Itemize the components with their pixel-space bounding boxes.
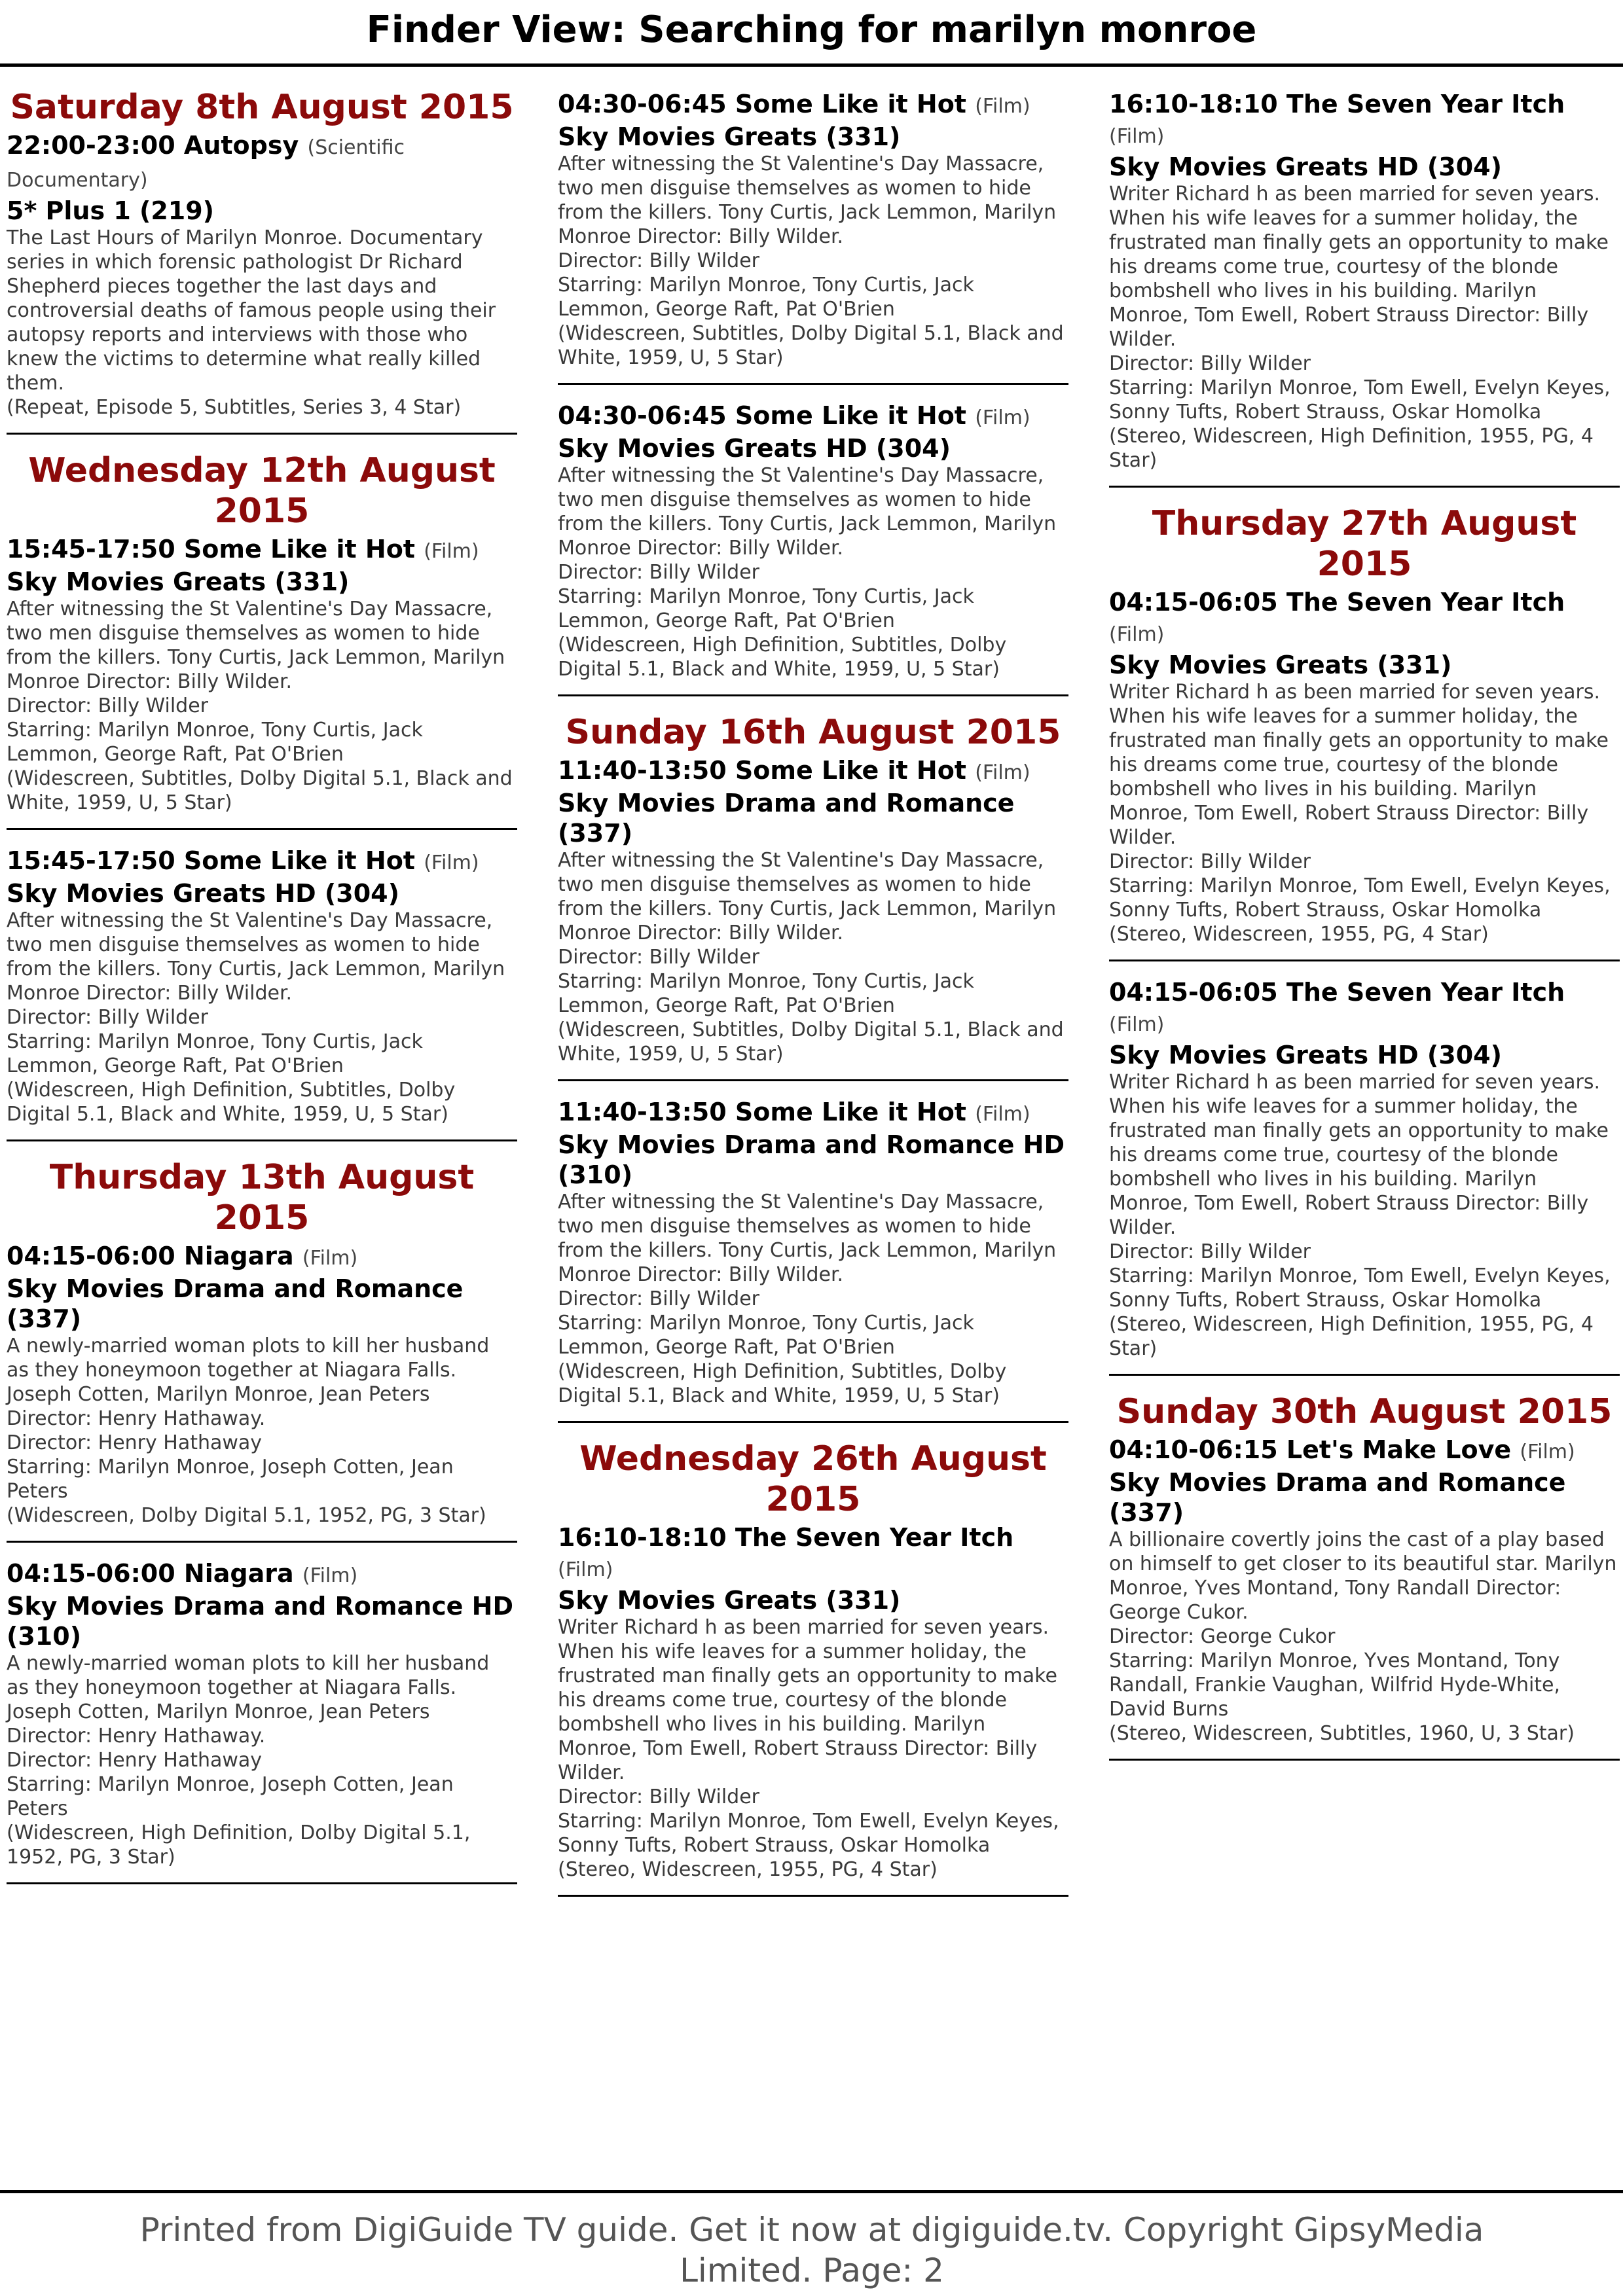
- programme-entry: [7, 130, 517, 435]
- programme-heading: [7, 1558, 517, 1591]
- programme-genre: (Scientific Documentary): [7, 136, 405, 192]
- programme-genre: (Film): [558, 1558, 613, 1581]
- column-2: [558, 89, 1068, 1912]
- programme-description: Writer Richard h as been married for seven years. When his wife leaves for a summer holiday, the frustrated man finally gets an opportunity to make his dreams come true, courtesy of the blonde bombshell who lives in his building. Marilyn Monroe, Tom Ewell, Robert Strauss Director: Billy Wilder.: [558, 1616, 1057, 1784]
- programme-entry: [558, 1522, 1068, 1897]
- footer-text: Printed from DigiGuide TV guide. Get it now at digiguide.tv. Copyright GipsyMedia Limited. Page: 2: [139, 2211, 1484, 2289]
- programme-genre: (Film): [424, 852, 479, 874]
- day-heading: Sunday 16th August 2015: [565, 713, 1061, 752]
- programme-details: (Stereo, Widescreen, High Definition, 1955, PG, 4 Star): [1109, 1313, 1594, 1360]
- programme-heading: [7, 1241, 517, 1274]
- programme-details: (Stereo, Widescreen, High Definition, 1955, PG, 4 Star): [1109, 425, 1594, 472]
- programme-genre: (Film): [1109, 125, 1165, 148]
- programme-starring: Starring: Marilyn Monroe, Tony Curtis, Jack Lemmon, George Raft, Pat O'Brien: [7, 1030, 423, 1077]
- programme-heading: [558, 401, 1068, 433]
- programme-details: (Widescreen, Dolby Digital 5.1, 1952, PG, 3 Star): [7, 1504, 486, 1527]
- programme-details: (Widescreen, Subtitles, Dolby Digital 5.1, Black and White, 1959, U, 5 Star): [7, 767, 513, 814]
- programme-description: After witnessing the St Valentine's Day Massacre, two men disguise themselves as women to hide from the killers. Tony Curtis, Jack Lemmon, Marilyn Monroe Director: Billy Wilder.: [558, 152, 1057, 248]
- programme-time-title: 04:15-06:00 Niagara: [7, 1559, 294, 1588]
- programme-director: Director: Billy Wilder: [1109, 352, 1311, 375]
- programme-details: (Widescreen, High Definition, Subtitles, Dolby Digital 5.1, Black and White, 1959, U, 5 Star): [558, 1360, 1007, 1407]
- header-rule: [0, 63, 1623, 67]
- programme-starring: Starring: Marilyn Monroe, Joseph Cotten, Jean Peters: [7, 1456, 454, 1503]
- programme-time-title: 04:10-06:15 Let's Make Love: [1109, 1435, 1512, 1464]
- programme-description: A newly-married woman plots to kill her husband as they honeymoon together at Niagara Falls. Joseph Cotten, Marilyn Monroe, Jean Peters Director: Henry Hathaway.: [7, 1652, 490, 1748]
- programme-time-title: 11:40-13:50 Some Like it Hot: [558, 1098, 966, 1126]
- programme-channel: Sky Movies Greats HD (304): [558, 434, 951, 463]
- programme-heading: [7, 846, 517, 878]
- programme-time-title: 04:15-06:05 The Seven Year Itch: [1109, 978, 1565, 1007]
- programme-details: (Repeat, Episode 5, Subtitles, Series 3, 4 Star): [7, 396, 462, 419]
- programme-description: After witnessing the St Valentine's Day Massacre, two men disguise themselves as women to hide from the killers. Tony Curtis, Jack Lemmon, Marilyn Monroe Director: Billy Wilder.: [558, 1191, 1057, 1286]
- programme-channel: Sky Movies Greats (331): [7, 567, 350, 596]
- programme-description: A newly-married woman plots to kill her husband as they honeymoon together at Niagara Falls. Joseph Cotten, Marilyn Monroe, Jean Peters Director: Henry Hathaway.: [7, 1335, 490, 1430]
- programme-time-title: 15:45-17:50 Some Like it Hot: [7, 535, 415, 564]
- programme-director: Director: Billy Wilder: [558, 1287, 760, 1310]
- day-heading: Wednesday 12th August 2015: [28, 451, 496, 531]
- programme-entry: [7, 534, 517, 830]
- programme-director: Director: Billy Wilder: [7, 694, 209, 717]
- programme-heading: [558, 755, 1068, 788]
- programme-starring: Starring: Marilyn Monroe, Tom Ewell, Evelyn Keyes, Sonny Tufts, Robert Strauss, Oskar Homolka: [558, 1810, 1059, 1857]
- programme-director: Director: George Cukor: [1109, 1625, 1336, 1648]
- programme-time-title: 15:45-17:50 Some Like it Hot: [7, 846, 415, 875]
- programme-channel: Sky Movies Drama and Romance HD (310): [558, 1130, 1065, 1189]
- programme-details: (Stereo, Widescreen, Subtitles, 1960, U, 3 Star): [1109, 1722, 1575, 1745]
- programme-entry: [558, 1097, 1068, 1423]
- programme-description: After witnessing the St Valentine's Day Massacre, two men disguise themselves as women to hide from the killers. Tony Curtis, Jack Lemmon, Marilyn Monroe Director: Billy Wilder.: [7, 909, 505, 1005]
- programme-director: Director: Billy Wilder: [7, 1006, 209, 1029]
- programme-starring: Starring: Marilyn Monroe, Tom Ewell, Evelyn Keyes, Sonny Tufts, Robert Strauss, Oskar Homolka: [1109, 1265, 1611, 1312]
- programme-entry: [1109, 587, 1620, 961]
- programme-heading: [558, 1522, 1068, 1585]
- programme-channel: Sky Movies Drama and Romance HD (310): [7, 1592, 514, 1651]
- programme-channel: Sky Movies Greats (331): [558, 1586, 901, 1615]
- programme-details: (Widescreen, High Definition, Dolby Digital 5.1, 1952, PG, 3 Star): [7, 1821, 471, 1869]
- programme-heading: [7, 534, 517, 567]
- programme-director: Director: Billy Wilder: [558, 561, 760, 584]
- programme-genre: (Film): [424, 540, 479, 563]
- day-heading: Sunday 30th August 2015: [1116, 1392, 1613, 1431]
- programme-entry: [558, 89, 1068, 385]
- programme-starring: Starring: Marilyn Monroe, Tony Curtis, Jack Lemmon, George Raft, Pat O'Brien: [558, 585, 974, 632]
- programme-description: Writer Richard h as been married for seven years. When his wife leaves for a summer holiday, the frustrated man finally gets an opportunity to make his dreams come true, courtesy of the blonde bombshell who lives in his building. Marilyn Monroe, Tom Ewell, Robert Strauss Director: Billy Wilder.: [1109, 681, 1609, 849]
- programme-starring: Starring: Marilyn Monroe, Tony Curtis, Jack Lemmon, George Raft, Pat O'Brien: [558, 970, 974, 1017]
- programme-entry: [558, 755, 1068, 1081]
- programme-time-title: 04:15-06:00 Niagara: [7, 1242, 294, 1270]
- programme-time-title: 04:30-06:45 Some Like it Hot: [558, 90, 966, 118]
- programme-genre: (Film): [975, 95, 1030, 118]
- programme-starring: Starring: Marilyn Monroe, Yves Montand, Tony Randall, Frankie Vaughan, Wilfrid Hyde-White, David Burns: [1109, 1649, 1561, 1721]
- day-heading: Thursday 13th August 2015: [49, 1158, 475, 1238]
- programme-channel: Sky Movies Greats HD (304): [7, 879, 399, 908]
- programme-details: (Stereo, Widescreen, 1955, PG, 4 Star): [558, 1858, 938, 1881]
- programme-starring: Starring: Marilyn Monroe, Tony Curtis, Jack Lemmon, George Raft, Pat O'Brien: [558, 1312, 974, 1359]
- day-heading: Thursday 27th August 2015: [1152, 504, 1577, 584]
- footer-rule: [0, 2190, 1623, 2193]
- column-3: [1109, 89, 1620, 1776]
- programme-entry: [1109, 977, 1620, 1376]
- programme-heading: [558, 1097, 1068, 1130]
- programme-details: (Widescreen, High Definition, Subtitles, Dolby Digital 5.1, Black and White, 1959, U, 5 Star): [558, 634, 1007, 681]
- column-1: [7, 82, 517, 1900]
- programme-heading: [1109, 587, 1620, 650]
- day-heading: Wednesday 26th August 2015: [579, 1439, 1047, 1519]
- programme-channel: Sky Movies Greats HD (304): [1109, 152, 1502, 181]
- programme-director: Director: Billy Wilder: [558, 1785, 760, 1808]
- programme-heading: [1109, 977, 1620, 1040]
- programme-entry: [7, 846, 517, 1141]
- programme-entry: [1109, 1435, 1620, 1761]
- programme-heading: [558, 89, 1068, 122]
- page-title: Finder View: Searching for marilyn monroe: [366, 9, 1257, 51]
- programme-channel: Sky Movies Greats (331): [1109, 651, 1452, 679]
- programme-details: (Stereo, Widescreen, 1955, PG, 4 Star): [1109, 923, 1489, 946]
- programme-details: (Widescreen, Subtitles, Dolby Digital 5.1, Black and White, 1959, U, 5 Star): [558, 1018, 1064, 1066]
- programme-director: Director: Henry Hathaway: [7, 1749, 263, 1772]
- programme-genre: (Film): [975, 1103, 1030, 1126]
- programme-genre: (Film): [302, 1564, 358, 1587]
- programme-channel: Sky Movies Greats (331): [558, 122, 901, 151]
- programme-heading: [1109, 89, 1620, 152]
- programme-starring: Starring: Marilyn Monroe, Tom Ewell, Evelyn Keyes, Sonny Tufts, Robert Strauss, Oskar Homolka: [1109, 376, 1611, 423]
- programme-time-title: 22:00-23:00 Autopsy: [7, 131, 299, 160]
- programme-director: Director: Billy Wilder: [1109, 850, 1311, 873]
- programme-starring: Starring: Marilyn Monroe, Tom Ewell, Evelyn Keyes, Sonny Tufts, Robert Strauss, Oskar Homolka: [1109, 874, 1611, 922]
- programme-time-title: 16:10-18:10 The Seven Year Itch: [558, 1523, 1014, 1552]
- programme-starring: Starring: Marilyn Monroe, Tony Curtis, Jack Lemmon, George Raft, Pat O'Brien: [7, 719, 423, 766]
- programme-description: The Last Hours of Marilyn Monroe. Documentary series in which forensic pathologist Dr Richard Shepherd pieces together the last days and controversial deaths of famous people using their autopsy reports and interviews with those who knew the victims to determine what really killed them.: [7, 226, 496, 395]
- programme-genre: (Film): [1109, 1013, 1165, 1036]
- programme-time-title: 04:30-06:45 Some Like it Hot: [558, 401, 966, 430]
- programme-channel: Sky Movies Greats HD (304): [1109, 1041, 1502, 1069]
- programme-genre: (Film): [302, 1247, 358, 1270]
- programme-time-title: 11:40-13:50 Some Like it Hot: [558, 756, 966, 785]
- programme-entry: [558, 401, 1068, 696]
- programme-description: A billionaire covertly joins the cast of a play based on himself to get closer to its beautiful star. Marilyn Monroe, Yves Montand, Tony Randall Director: George Cukor.: [1109, 1528, 1617, 1624]
- programme-channel: 5* Plus 1 (219): [7, 196, 215, 225]
- programme-description: After witnessing the St Valentine's Day Massacre, two men disguise themselves as women to hide from the killers. Tony Curtis, Jack Lemmon, Marilyn Monroe Director: Billy Wilder.: [558, 849, 1057, 944]
- day-heading: Saturday 8th August 2015: [10, 88, 514, 127]
- programme-heading: [7, 130, 517, 196]
- programme-channel: Sky Movies Drama and Romance (337): [558, 789, 1015, 848]
- programme-time-title: 04:15-06:05 The Seven Year Itch: [1109, 588, 1565, 617]
- programme-description: After witnessing the St Valentine's Day Massacre, two men disguise themselves as women to hide from the killers. Tony Curtis, Jack Lemmon, Marilyn Monroe Director: Billy Wilder.: [7, 598, 505, 693]
- programme-genre: (Film): [1109, 623, 1165, 646]
- programme-heading: [1109, 1435, 1620, 1467]
- programme-entry: [7, 1241, 517, 1543]
- programme-description: After witnessing the St Valentine's Day Massacre, two men disguise themselves as women to hide from the killers. Tony Curtis, Jack Lemmon, Marilyn Monroe Director: Billy Wilder.: [558, 464, 1057, 560]
- programme-entry: [7, 1558, 517, 1884]
- programme-description: Writer Richard h as been married for seven years. When his wife leaves for a summer holiday, the frustrated man finally gets an opportunity to make his dreams come true, courtesy of the blonde bombshell who lives in his building. Marilyn Monroe, Tom Ewell, Robert Strauss Director: Billy Wilder.: [1109, 1071, 1609, 1239]
- programme-entry: [1109, 89, 1620, 488]
- programme-director: Director: Billy Wilder: [1109, 1240, 1311, 1263]
- programme-genre: (Film): [975, 406, 1030, 429]
- programme-director: Director: Billy Wilder: [558, 946, 760, 969]
- programme-director: Director: Billy Wilder: [558, 249, 760, 272]
- programme-genre: (Film): [1520, 1441, 1575, 1463]
- programme-genre: (Film): [975, 761, 1030, 784]
- programme-starring: Starring: Marilyn Monroe, Tony Curtis, Jack Lemmon, George Raft, Pat O'Brien: [558, 274, 974, 321]
- programme-channel: Sky Movies Drama and Romance (337): [7, 1274, 464, 1333]
- programme-details: (Widescreen, Subtitles, Dolby Digital 5.1, Black and White, 1959, U, 5 Star): [558, 322, 1064, 369]
- programme-channel: Sky Movies Drama and Romance (337): [1109, 1468, 1566, 1527]
- programme-details: (Widescreen, High Definition, Subtitles, Dolby Digital 5.1, Black and White, 1959, U, 5 Star): [7, 1079, 456, 1126]
- programme-director: Director: Henry Hathaway: [7, 1431, 263, 1454]
- programme-description: Writer Richard h as been married for seven years. When his wife leaves for a summer holiday, the frustrated man finally gets an opportunity to make his dreams come true, courtesy of the blonde bombshell who lives in his building. Marilyn Monroe, Tom Ewell, Robert Strauss Director: Billy Wilder.: [1109, 183, 1609, 351]
- programme-time-title: 16:10-18:10 The Seven Year Itch: [1109, 90, 1565, 118]
- programme-starring: Starring: Marilyn Monroe, Joseph Cotten, Jean Peters: [7, 1773, 454, 1820]
